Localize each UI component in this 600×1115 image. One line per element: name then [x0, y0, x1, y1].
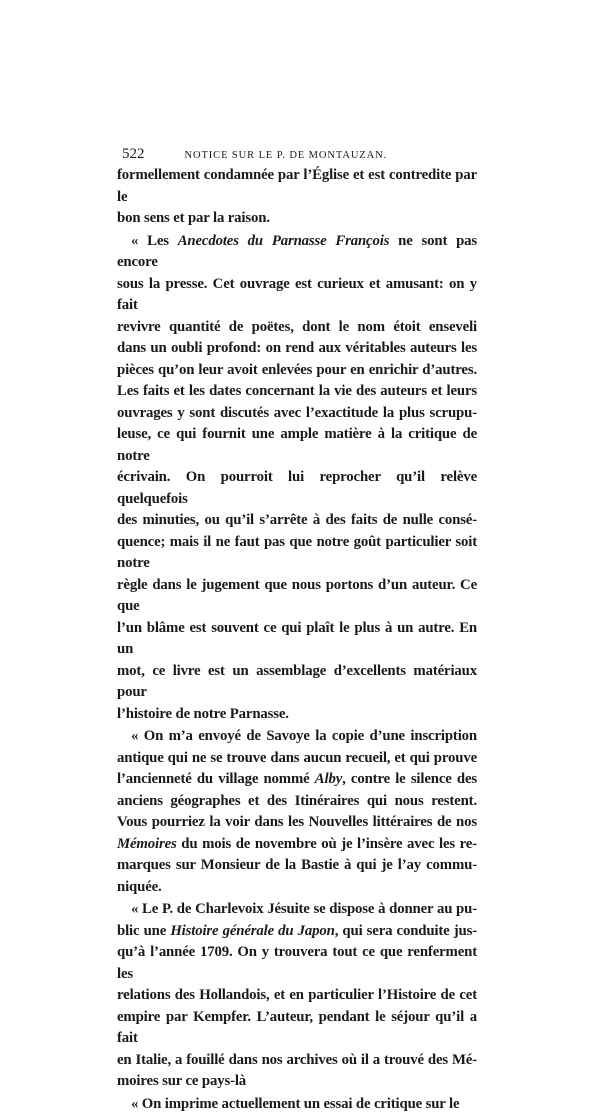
paragraph [117, 726, 477, 898]
text-line [117, 812, 477, 834]
text-line [117, 424, 477, 467]
text-run: niquée. [117, 879, 162, 895]
text-line [117, 834, 477, 856]
running-head: NOTICE SUR LE P. DE MONTAUZAN. [185, 148, 388, 164]
text-line [117, 791, 477, 813]
text-line [117, 769, 477, 791]
text-run: leuse, ce qui fournit une ample matière à la critique de notre [117, 426, 477, 464]
text-run: règle dans le jugement que nous portons d’un auteur. Ce que [117, 577, 477, 615]
text-line [117, 317, 477, 339]
text-run: marques sur Monsieur de la Bastie à qui je l’ay commu- [117, 857, 477, 873]
text-run: du mois de novembre où je l’insère avec les re- [177, 836, 477, 852]
text-line [117, 274, 477, 317]
text-run: des minuties, ou qu’il s’arrête à des faits de nulle consé- [117, 512, 477, 528]
text-line [117, 704, 477, 726]
text-run: Les faits et les dates concernant la vie des auteurs et leurs [117, 383, 477, 399]
text-run: l’ancienneté du village nommé [117, 771, 315, 787]
italic-title: Alby [315, 771, 342, 787]
text-line [117, 403, 477, 425]
text-run: qu’à l’année 1709. On y trouvera tout ce que renferment les [117, 944, 477, 982]
text-line [117, 921, 477, 943]
text-run: bon sens et par la raison. [117, 210, 270, 226]
text-line [117, 1050, 477, 1072]
text-line [117, 748, 477, 770]
paragraph [117, 165, 477, 230]
italic-title: Anecdotes du Parnasse François [178, 233, 390, 249]
text-line [117, 855, 477, 877]
text-line [117, 899, 477, 921]
text-line [117, 661, 477, 704]
text-run: revivre quantité de poëtes, dont le nom étoit enseveli [117, 319, 477, 335]
text-run: pièces qu’on leur avoit enlevées pour en enrichir d’autres. [117, 362, 477, 378]
text-run: « Les [131, 233, 178, 249]
paragraph [117, 1094, 477, 1115]
text-run: empire par Kempfer. L’auteur, pendant le séjour qu’il a fait [117, 1009, 477, 1047]
text-line [117, 1094, 477, 1115]
text-run: anciens géographes et des Itinéraires qui nous restent. [117, 793, 477, 809]
text-run: relations des Hollandois, et en particulier l’Histoire de cet [117, 987, 477, 1003]
text-run: formellement condamnée par l’Église et est contredite par le [117, 167, 477, 205]
text-run: « On imprime actuellement un essai de critique sur le [131, 1096, 459, 1112]
italic-title: Histoire générale du Japon [170, 923, 334, 939]
text-line [117, 360, 477, 382]
text-run: , qui sera conduite jus- [335, 923, 477, 939]
text-run: quence; mais il ne faut pas que notre goût particulier soit notre [117, 534, 477, 572]
text-run: mot, ce livre est un assemblage d’excellents matériaux pour [117, 663, 477, 701]
text-line [117, 575, 477, 618]
text-line [117, 726, 477, 748]
text-line [117, 231, 477, 274]
text-line [117, 532, 477, 575]
text-run: Vous pourriez la voir dans les Nouvelles littéraires de nos [117, 814, 477, 830]
paragraph [117, 231, 477, 726]
italic-title: Mémoires [117, 836, 177, 852]
text-run: « Le P. de Charlevoix Jésuite se dispose à donner au pu- [131, 901, 477, 917]
text-run: l’un blâme est souvent ce qui plaît le plus à un autre. En un [117, 620, 477, 658]
text-run: antique qui ne se trouve dans aucun recueil, et qui prouve [117, 750, 477, 766]
text-run: « On m’a envoyé de Savoye la copie d’une inscription [131, 728, 477, 744]
text-line [117, 985, 477, 1007]
text-line [117, 942, 477, 985]
text-run: ne sont pas encore [117, 233, 477, 271]
text-line [117, 467, 477, 510]
text-line [117, 338, 477, 360]
text-run: sous la presse. Cet ouvrage est curieux et amusant: on y fait [117, 276, 477, 314]
page-number: 522 [122, 146, 145, 162]
text-line [117, 165, 477, 208]
text-line [117, 1007, 477, 1050]
text-line [117, 618, 477, 661]
text-run: en Italie, a fouillé dans nos archives où il a trouvé des Mé- [117, 1052, 477, 1068]
text-line [117, 381, 477, 403]
text-line [117, 1071, 477, 1093]
text-run: dans un oubli profond: on rend aux véritables auteurs les [117, 340, 477, 356]
text-line [117, 510, 477, 532]
paragraph [117, 899, 477, 1093]
body-text [117, 165, 477, 1115]
text-line [117, 208, 477, 230]
text-run: écrivain. On pourroit lui reprocher qu’il relève quelquefois [117, 469, 477, 507]
text-run: moires sur ce pays-là [117, 1073, 246, 1089]
text-run: blic une [117, 923, 170, 939]
text-run: , contre le silence des [342, 771, 477, 787]
text-line [117, 877, 477, 899]
text-run: ouvrages y sont discutés avec l’exactitude la plus scrupu- [117, 405, 477, 421]
text-run: l’histoire de notre Parnasse. [117, 706, 289, 722]
page-header [122, 146, 478, 164]
